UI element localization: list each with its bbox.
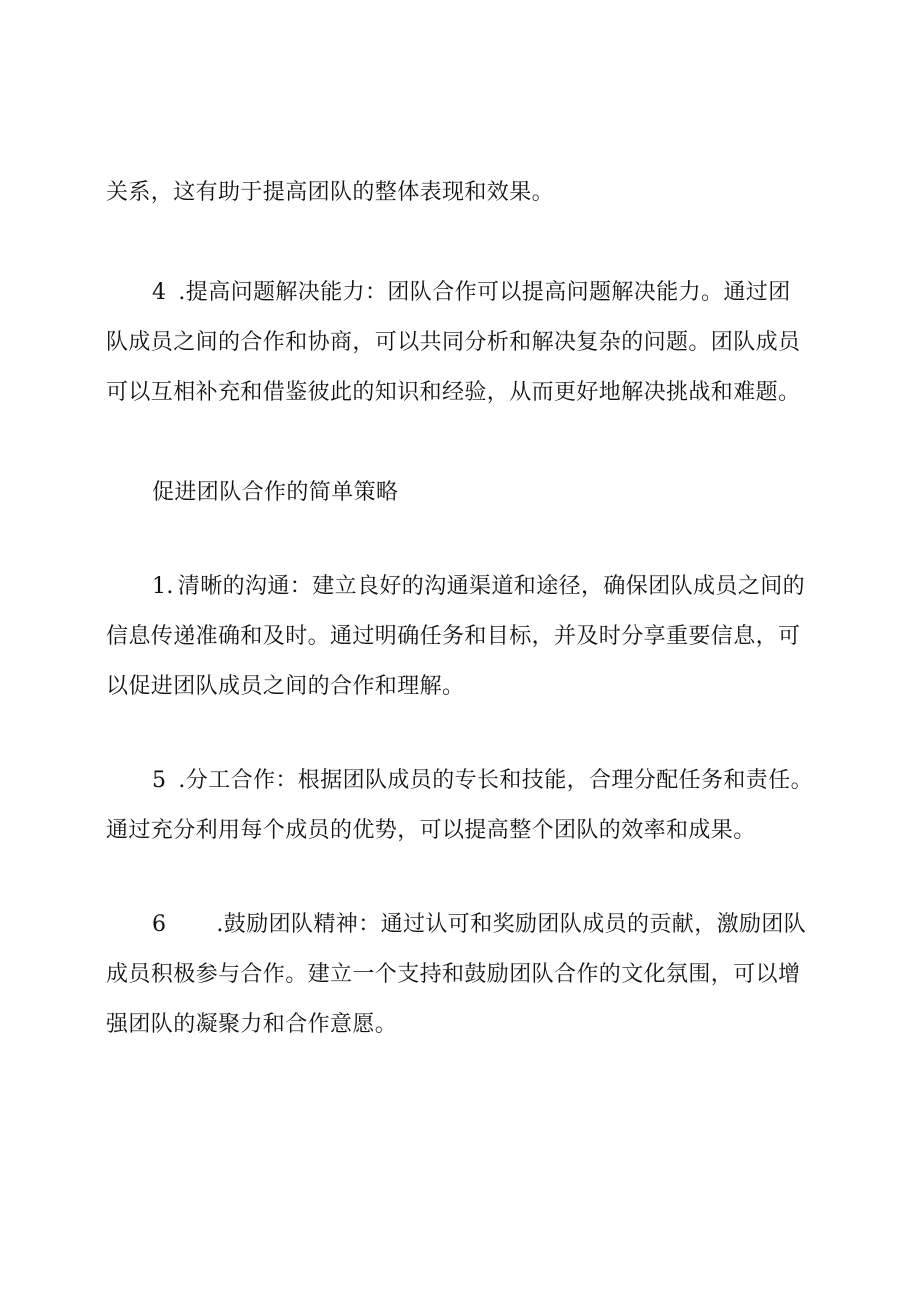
section-heading: 促进团队合作的简单策略 [152, 480, 399, 505]
strategy-5-number: 5 [152, 768, 167, 793]
point4-line-2: 队成员之间的合作和协商，可以共同分析和解决复杂的问题。团队成员 [106, 330, 801, 355]
point4-number: 4 [152, 280, 167, 305]
strategy-1-line-2: 信息传递准确和及时。通过明确任务和目标，并及时分享重要信息，可 [106, 624, 801, 649]
strategy-1-text: 清晰的沟通：建立良好的沟通渠道和途径，确保团队成员之间的 [177, 574, 805, 599]
strategy-1-line-1 [152, 572, 805, 602]
strategy-1-line-3: 以促进团队成员之间的合作和理解。 [106, 674, 465, 699]
strategy-6-number: 6 [152, 912, 167, 937]
point4-text: .提高问题解决能力：团队合作可以提高问题解决能力。通过团 [178, 280, 791, 305]
strategy-6-text: .鼓励团队精神：通过认可和奖励团队成员的贡献，激励团队 [216, 912, 807, 937]
strategy-5-line-1 [152, 766, 813, 796]
point4-line-1 [152, 278, 791, 308]
strategy-6-line-2: 成员积极参与合作。建立一个支持和鼓励团队合作的文化氛围，可以增 [106, 962, 801, 987]
strategy-5-text: .分工合作：根据团队成员的专长和技能，合理分配任务和责任。 [178, 768, 814, 793]
continuation-line: 关系，这有助于提高团队的整体表现和效果。 [106, 180, 555, 205]
strategy-6-line-1 [152, 910, 806, 940]
strategy-1-number: 1. [152, 574, 174, 599]
point4-line-3: 可以互相补充和借鉴彼此的知识和经验，从而更好地解决挑战和难题。 [106, 380, 801, 405]
strategy-5-line-2: 通过充分利用每个成员的优势，可以提高整个团队的效率和成果。 [106, 818, 756, 843]
strategy-6-line-3: 强团队的凝聚力和合作意愿。 [106, 1012, 398, 1037]
